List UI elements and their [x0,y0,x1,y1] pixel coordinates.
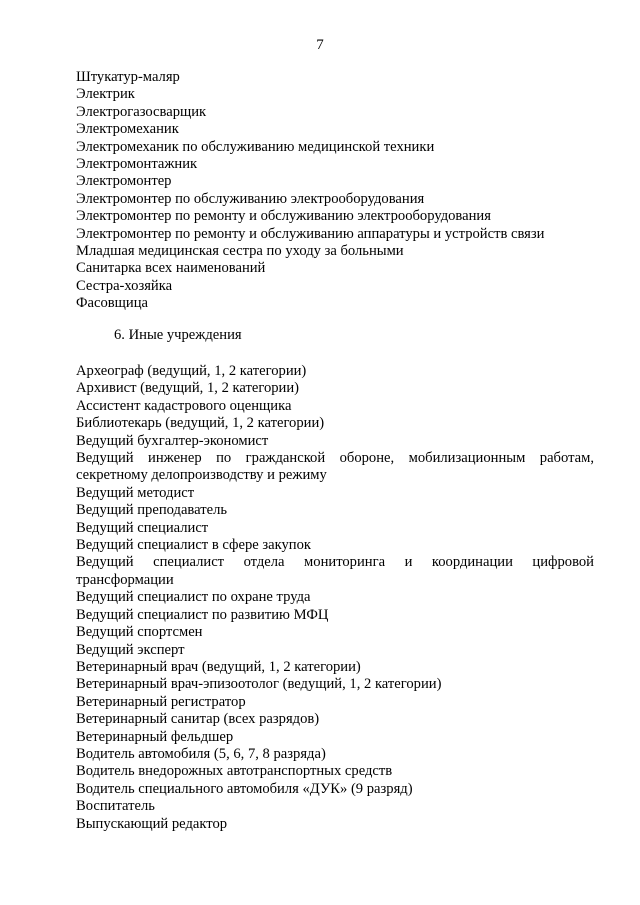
list-item: Ассистент кадастрового оценщика [76,397,292,414]
list-item: Воспитатель [76,798,155,815]
list-item: Электрик [76,86,135,103]
list-item: Электромонтажник [76,156,198,173]
list-item: Ветеринарный врач-эпизоотолог (ведущий, 1, 2 категории) [76,676,442,693]
position-list-top [76,69,594,313]
list-item: Электромонтер [76,173,172,190]
list-item: Электромонтер по ремонту и обслуживанию электрооборудования [76,208,491,225]
section-heading: 6. Иные учреждения [114,327,242,343]
list-item: Санитарка всех наименований [76,260,266,277]
list-item: Сестра-хозяйка [76,277,173,294]
list-item: Штукатур-маляр [76,69,180,85]
list-item: Ведущий методист [76,484,195,501]
list-item: Электромеханик [76,121,179,138]
list-item: Водитель внедорожных автотранспортных средств [76,763,393,780]
list-item: Ведущий специалист в сфере закупок [76,537,312,554]
list-item: Электромеханик по обслуживанию медицинской техники [76,138,435,155]
list-item: Ведущий специалист по охране труда [76,589,311,606]
list-item: Ведущий эксперт [76,641,185,658]
list-item: Электромонтер по обслуживанию электрооборудования [76,190,425,207]
list-item: Ветеринарный санитар (всех разрядов) [76,711,320,728]
list-item: Ведущий преподаватель [76,502,228,519]
position-list-bottom [76,363,594,833]
list-item: Архивист (ведущий, 1, 2 категории) [76,380,300,397]
list-item: Ветеринарный фельдшер [76,728,234,745]
page-number: 7 [316,37,324,53]
list-item: Ведущий бухгалтер-экономист [76,432,269,449]
list-item: Выпускающий редактор [76,815,228,832]
list-item: Водитель автомобиля (5, 6, 7, 8 разряда) [76,745,326,762]
list-item: Ветеринарный врач (ведущий, 1, 2 категории) [76,658,361,675]
list-item: Ведущий спортсмен [76,624,203,641]
list-item: Водитель специального автомобиля «ДУК» (9 разряд) [76,780,413,797]
list-item: Электромонтер по ремонту и обслуживанию аппаратуры и устройств связи [76,225,545,242]
list-item: Библиотекарь (ведущий, 1, 2 категории) [76,415,325,432]
list-item: Ведущий специалист по развитию МФЦ [76,606,329,623]
list-item: Ведущий специалист отдела мониторинга и координации цифровой трансформации [76,554,594,588]
list-item: Младшая медицинская сестра по уходу за больными [76,243,404,260]
list-item: Ветеринарный регистратор [76,693,246,710]
list-item: Ведущий инженер по гражданской обороне, мобилизационным работам, секретному делопроизводству и режиму [76,450,594,484]
list-item: Ведущий специалист [76,519,209,536]
list-item: Фасовщица [76,295,149,312]
list-item: Электрогазосварщик [76,103,207,120]
list-item: Археограф (ведущий, 1, 2 категории) [76,363,307,379]
